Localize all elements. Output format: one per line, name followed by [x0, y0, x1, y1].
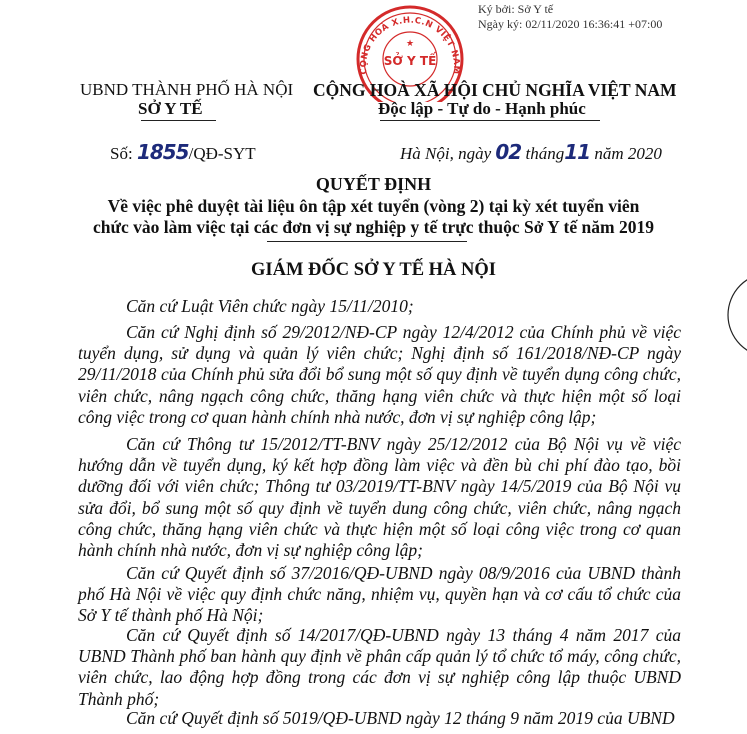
svg-text:CỘNG HOÀ X.H.C.N VIỆT NAM: CỘNG HOÀ X.H.C.N VIỆT NAM	[358, 15, 462, 75]
title-underline	[267, 241, 467, 242]
reference-place: Hà Nội, ngày	[400, 144, 492, 163]
header-left-underline	[141, 120, 216, 121]
svg-text:★: ★	[405, 38, 415, 48]
signature-signed-at: Ngày ký: 02/11/2020 16:36:41 +07:00	[478, 17, 663, 31]
document-title: QUYẾT ĐỊNH	[315, 174, 432, 194]
legal-basis-paragraph: Căn cứ Quyết định số 14/2017/QĐ-UBND ngày 13 tháng 4 năm 2017 của UBND Thành phố ban hành quy định về phân cấp quản lý tổ chức tổ máy, công chức, viên chức, lao động hợp đồng trong các đơn vị sự nghiệp công lập thuộc UBND Thành phố;	[78, 625, 681, 709]
legal-basis-paragraph: Căn cứ Luật Viên chức ngày 15/11/2010;	[126, 296, 414, 316]
legal-basis-paragraph: Căn cứ Nghị định số 29/2012/NĐ-CP ngày 12/4/2012 của Chính phủ về việc tuyển dụng, sử dụng và quản lý viên chức; Nghị định số 161/2018/NĐ-CP ngày 29/11/2018 của Chính phủ sửa đổi bổ sung một số quy định về tuyển dụng công chức, viên chức, nâng ngạch công chức, thăng hạng viên chức và thực hiện một số loại công việc trong cơ quan hành chính nhà nước, đơn vị sự nghiệp công lập;	[78, 322, 681, 427]
header-city-unit: UBND THÀNH PHỐ HÀ NỘI	[80, 80, 294, 99]
header-department: SỞ Y TẾ	[138, 99, 203, 118]
edge-seal-fragment	[722, 270, 747, 360]
reference-month-handwritten: 11	[564, 140, 591, 164]
legal-basis-paragraph: Căn cứ Quyết định số 37/2016/QĐ-UBND ngày 08/9/2016 của UBND thành phố Hà Nội về việc quy định chức năng, nhiệm vụ, quyền hạn và cơ cấu tổ chức của Sở Y tế thành phố Hà Nội;	[78, 563, 681, 626]
issuing-authority: GIÁM ĐỐC SỞ Y TẾ HÀ NỘI	[251, 260, 496, 280]
signature-signed-by: Ký bởi: Sở Y tế	[478, 2, 554, 16]
header-motto: Độc lập - Tự do - Hạnh phúc	[378, 99, 586, 118]
reference-year: năm 2020	[594, 144, 662, 163]
document-subject-line1: Về việc phê duyệt tài liệu ôn tập xét tuyển (vòng 2) tại kỳ xét tuyển viên	[107, 196, 640, 216]
reference-day-handwritten: 02	[495, 140, 522, 164]
reference-month-label: tháng	[525, 144, 565, 163]
document-subject-line2: chức vào làm việc tại các đơn vị sự nghiệp y tế trực thuộc Sở Y tế năm 2019	[93, 217, 654, 237]
legal-basis-paragraph: Căn cứ Thông tư 15/2012/TT-BNV ngày 25/12/2012 của Bộ Nội vụ về việc hướng dẫn về tuyển dụng, ký kết hợp đồng làm việc và đền bù chi phí đào tạo, bồi dưỡng đối với viên chức; Thông tư 03/2019/TT-BNV ngày 14/5/2019 của Bộ Nội vụ sửa đổi, bổ sung một số quy định về tuyển dung công chức, viên chức, nâng ngạch công chức, thăng hạng viên chức và thực hiện một số loại công việc trong cơ quan hành chính nhà nước, đơn vị sự nghiệp công lập;	[78, 434, 681, 561]
reference-so-suffix: /QĐ-SYT	[188, 144, 256, 163]
reference-so-handwritten: 1855	[136, 140, 189, 164]
reference-date	[400, 140, 662, 164]
svg-text:SỞ Y TẾ: SỞ Y TẾ	[383, 54, 437, 68]
legal-basis-paragraph: Căn cứ Quyết định số 5019/QĐ-UBND ngày 12 tháng 9 năm 2019 của UBND	[126, 708, 675, 728]
header-country: CỘNG HOÀ XÃ HỘI CHỦ NGHĨA VIỆT NAM	[313, 80, 677, 100]
reference-so-label: Số:	[110, 144, 133, 163]
reference-number	[110, 140, 256, 164]
header-right-underline	[380, 120, 600, 121]
